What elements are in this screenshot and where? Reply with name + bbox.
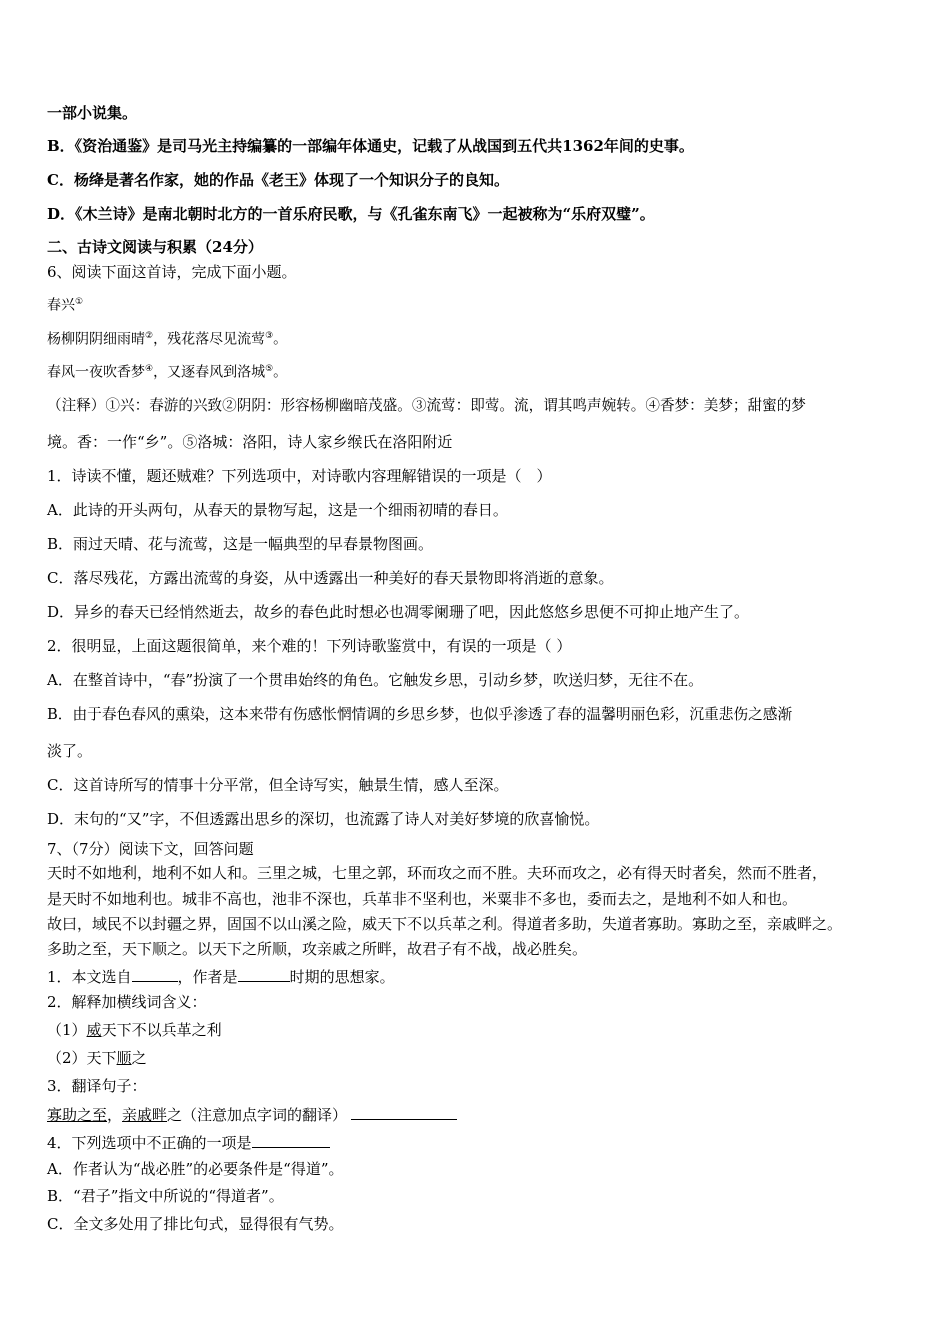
question-6-stem: 6、阅读下面这首诗，完成下面小题。 [47, 263, 297, 281]
q2-option-c: C．这首诗所写的情事十分平常，但全诗写实，触景生情，感人至深。 [47, 776, 509, 794]
q1-option-c: C．落尽残花，方露出流莺的身姿，从中透露出一种美好的春天景物即将消逝的意象。 [47, 569, 614, 587]
answer-blank[interactable] [132, 968, 178, 982]
q7-sub-1-text: 1．本文选自 [47, 968, 132, 986]
poem-line-2 [47, 365, 287, 380]
poem-title-text: 春兴 [47, 297, 75, 314]
q7-sub-3-sentence [47, 1106, 457, 1123]
q1-option-d: D．异乡的春天已经悄然逝去，故乡的春色此时想必也凋零阑珊了吧，因此悠悠乡思便不可抑止地产生了。 [47, 603, 750, 621]
q7-sub-4-text: 4．下列选项中不正确的一项是 [47, 1134, 252, 1152]
q1-option-b: B．雨过天晴、花与流莺，这是一幅典型的早春景物图画。 [47, 535, 434, 553]
poem-line-1 [47, 332, 287, 347]
poem-text: ，又逐春风到洛城 [153, 364, 266, 381]
poem-text: 杨柳阴阴细雨晴 [47, 331, 145, 348]
text-line: 一部小说集。 [47, 104, 138, 122]
answer-blank[interactable] [351, 1106, 457, 1120]
option-d-line: D．《木兰诗》是南北朝时北方的一首乐府民歌，与《孔雀东南飞》一起被称为“乐府双璧”。 [47, 205, 655, 223]
q7-option-c: C．全文多处用了排比句式，显得很有气势。 [47, 1215, 344, 1233]
poem-text: 春风一夜吹香梦 [47, 364, 145, 381]
q2-option-a: A．在整首诗中，“春”扮演了一个贯串始终的角色。它触发乡思，引动乡梦，吹送归梦，无往不在。 [47, 671, 704, 689]
question-7-stem: 7、（7分）阅读下文，回答问题 [47, 840, 254, 858]
q2-option-d: D．末句的“又”字，不但透露出思乡的深切，也流露了诗人对美好梦境的欣喜愉悦。 [47, 810, 600, 828]
annotation-line-1: （注释）①兴：春游的兴致②阴阴：形容杨柳幽暗茂盛。③流莺：即莺。流，谓其鸣声婉转。④香梦：美梦；甜蜜的梦 [47, 397, 806, 414]
q7-sub-1 [47, 968, 395, 985]
q7-sub-4 [47, 1134, 330, 1151]
footnote-mark: ② [145, 331, 154, 341]
q7-sub-2-item-1 [47, 1023, 222, 1038]
answer-blank[interactable] [252, 1134, 330, 1148]
question-1-stem: 1．诗读不懂，题还贼难？下列选项中，对诗歌内容理解错误的一项是（ ） [47, 467, 552, 485]
item-text: ， [107, 1106, 123, 1124]
passage-line-3: 故曰，域民不以封疆之界，固国不以山溪之险，威天下不以兵革之利。得道者多助，失道者寡助。寡助之至，亲戚畔之。 [47, 915, 843, 933]
option-b-line: B．《资治通鉴》是司马光主持编纂的一部编年体通史，记载了从战国到五代共1362年间的史事。 [47, 137, 694, 155]
item-text: 之 [131, 1049, 147, 1067]
footnote-mark: ③ [265, 331, 274, 341]
footnote-mark: ⑤ [265, 364, 274, 374]
passage-line-4: 多助之至，天下顺之。以天下之所顺，攻亲戚之所畔，故君子有不战，战必胜矣。 [47, 940, 588, 958]
question-2-stem: 2．很明显，上面这题很简单，来个难的！下列诗歌鉴赏中，有误的一项是（ ） [47, 637, 572, 655]
passage-line-1: 天时不如地利，地利不如人和。三里之城，七里之郭，环而攻之而不胜。夫环而攻之，必有得天时者矣，然而不胜者， [47, 864, 828, 882]
poem-text: ，残花落尽见流莺 [153, 331, 266, 348]
poem-text: 。 [273, 331, 288, 348]
answer-blank[interactable] [238, 968, 290, 982]
q7-option-b: B．“君子”指文中所说的“得道者”。 [47, 1187, 284, 1205]
q7-sub-2: 2．解释加横线词含义： [47, 993, 207, 1011]
item-text: （2）天下 [47, 1049, 117, 1067]
footnote-mark: ① [75, 297, 84, 307]
q2-option-b: B．由于春色春风的熏染，这本来带有伤感怅惘情调的乡思乡梦，也似乎渗透了春的温馨明丽色彩，沉重悲伤之感渐 [47, 706, 793, 723]
q7-option-a: A．作者认为“战必胜”的必要条件是“得道”。 [47, 1160, 344, 1178]
underlined-word: 威 [86, 1021, 102, 1039]
q7-sub-2-item-2 [47, 1051, 147, 1066]
option-c-line: C．杨绛是著名作家，她的作品《老王》体现了一个知识分子的良知。 [47, 171, 509, 189]
passage-line-2: 是天时不如地利也。城非不高也，池非不深也，兵革非不坚利也，米粟非不多也，委而去之，是地利不如人和也。 [47, 890, 798, 908]
item-text: 之（注意加点字词的翻译） [167, 1106, 348, 1124]
poem-text: 。 [273, 364, 288, 381]
item-number: （1） [47, 1021, 87, 1039]
poem-title [47, 298, 83, 313]
q7-sub-3: 3．翻译句子： [47, 1077, 147, 1095]
annotation-line-2: 境。香：一作“乡”。⑤洛城：洛阳，诗人家乡缑氏在洛阳附近 [47, 433, 453, 451]
q2-option-b-cont: 淡了。 [47, 742, 93, 760]
underlined-word: 顺 [116, 1049, 132, 1067]
underlined-phrase: 亲戚畔 [122, 1106, 168, 1124]
item-text: 天下不以兵革之利 [101, 1021, 222, 1039]
q7-sub-1-text: 时期的思想家。 [289, 968, 395, 986]
q1-option-a: A．此诗的开头两句，从春天的景物写起，这是一个细雨初晴的春日。 [47, 501, 508, 519]
footnote-mark: ④ [145, 364, 154, 374]
q7-sub-1-text: ，作者是 [177, 968, 238, 986]
section-heading: 二、古诗文阅读与积累（24分） [47, 238, 263, 256]
underlined-phrase: 寡助之至 [47, 1106, 108, 1124]
